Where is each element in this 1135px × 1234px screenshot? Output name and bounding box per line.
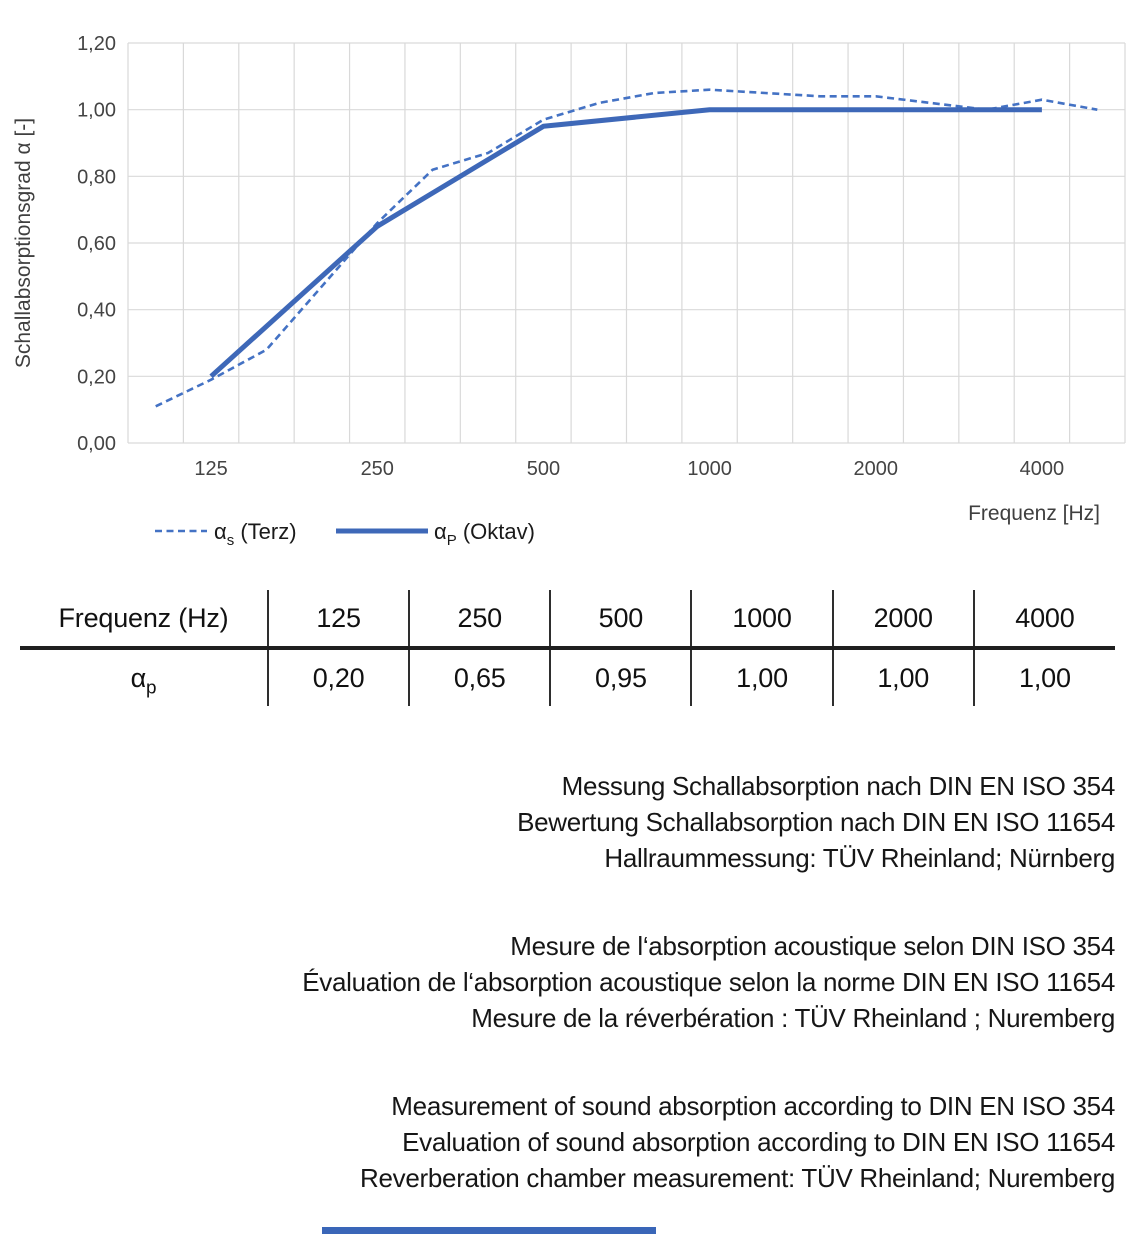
caption-german: [20, 768, 1115, 876]
svg-text:0,00: 0,00: [77, 433, 116, 455]
table-value-cell: 1,00: [833, 648, 974, 706]
chart-gridlines: [128, 43, 1125, 443]
svg-text:4000: 4000: [1019, 458, 1065, 480]
caption-line: Measurement of sound absorption according to DIN EN ISO 354: [391, 1091, 1115, 1121]
table-frequency-cell: 500: [550, 590, 691, 648]
svg-text:2000: 2000: [853, 458, 898, 480]
caption-line: Messung Schallabsorption nach DIN EN ISO 354: [561, 771, 1115, 801]
footer-bar-partial: [322, 1227, 656, 1234]
table-header-label: Frequenz (Hz): [20, 590, 268, 648]
svg-text:0,80: 0,80: [77, 166, 116, 189]
absorption-table: [20, 590, 1115, 706]
caption-french: [20, 928, 1115, 1036]
svg-text:0,60: 0,60: [77, 233, 116, 255]
svg-text:500: 500: [526, 458, 561, 480]
x-axis-title: Frequenz [Hz]: [968, 502, 1100, 525]
table-value-cell: 0,65: [409, 648, 550, 706]
svg-text:0,40: 0,40: [77, 299, 116, 322]
caption-line: Hallraummessung: TÜV Rheinland; Nürnberg: [604, 843, 1115, 873]
table-header-row: [20, 590, 1115, 648]
svg-text:1,20: 1,20: [77, 33, 116, 55]
x-axis-ticks: [194, 458, 1064, 480]
svg-text:1000: 1000: [687, 458, 732, 480]
caption-line: Évaluation de l‘absorption acoustique selon la norme DIN EN ISO 11654: [302, 967, 1115, 997]
svg-text:125: 125: [194, 458, 228, 480]
table-frequency-cell: 125: [268, 590, 409, 648]
legend-label: $\alpha_s$ (Terz): [214, 519, 297, 549]
caption-line: Mesure de l‘absorption acoustique selon DIN ISO 354: [510, 931, 1115, 961]
table-value-row: [20, 648, 1115, 706]
table-frequency-cell: 1000: [691, 590, 832, 648]
svg-text:1,00: 1,00: [77, 99, 116, 122]
legend-label: $\alpha_P$ (Oktav): [434, 519, 535, 549]
table-frequency-cell: 2000: [833, 590, 974, 648]
caption-line: Bewertung Schallabsorption nach DIN EN ISO 11654: [517, 807, 1115, 837]
caption-line: Reverberation chamber measurement: TÜV Rheinland; Nuremberg: [360, 1163, 1115, 1193]
chart-canvas: [0, 0, 1135, 560]
table-frequency-cell: 250: [409, 590, 550, 648]
svg-text:250: 250: [360, 458, 394, 480]
y-axis-ticks: [77, 33, 116, 455]
caption-line: Mesure de la réverbération : TÜV Rheinland ; Nuremberg: [471, 1003, 1115, 1033]
table-value-cell: 0,95: [550, 648, 691, 706]
y-axis-title: Schallabsorptionsgrad α [-]: [12, 117, 35, 369]
svg-text:0,20: 0,20: [77, 366, 116, 389]
caption-line: Evaluation of sound absorption according to DIN EN ISO 11654: [402, 1127, 1115, 1157]
table-value-cell: 1,00: [691, 648, 832, 706]
table-frequency-cell: 4000: [974, 590, 1115, 648]
chart-legend: [155, 519, 535, 549]
absorption-chart: [0, 0, 1135, 560]
table-value-cell: 1,00: [1019, 662, 1071, 693]
table-value-cell: 0,20: [268, 648, 409, 706]
caption-english: [20, 1088, 1115, 1196]
alpha-p-row-label: $\alpha_p$: [20, 648, 268, 706]
